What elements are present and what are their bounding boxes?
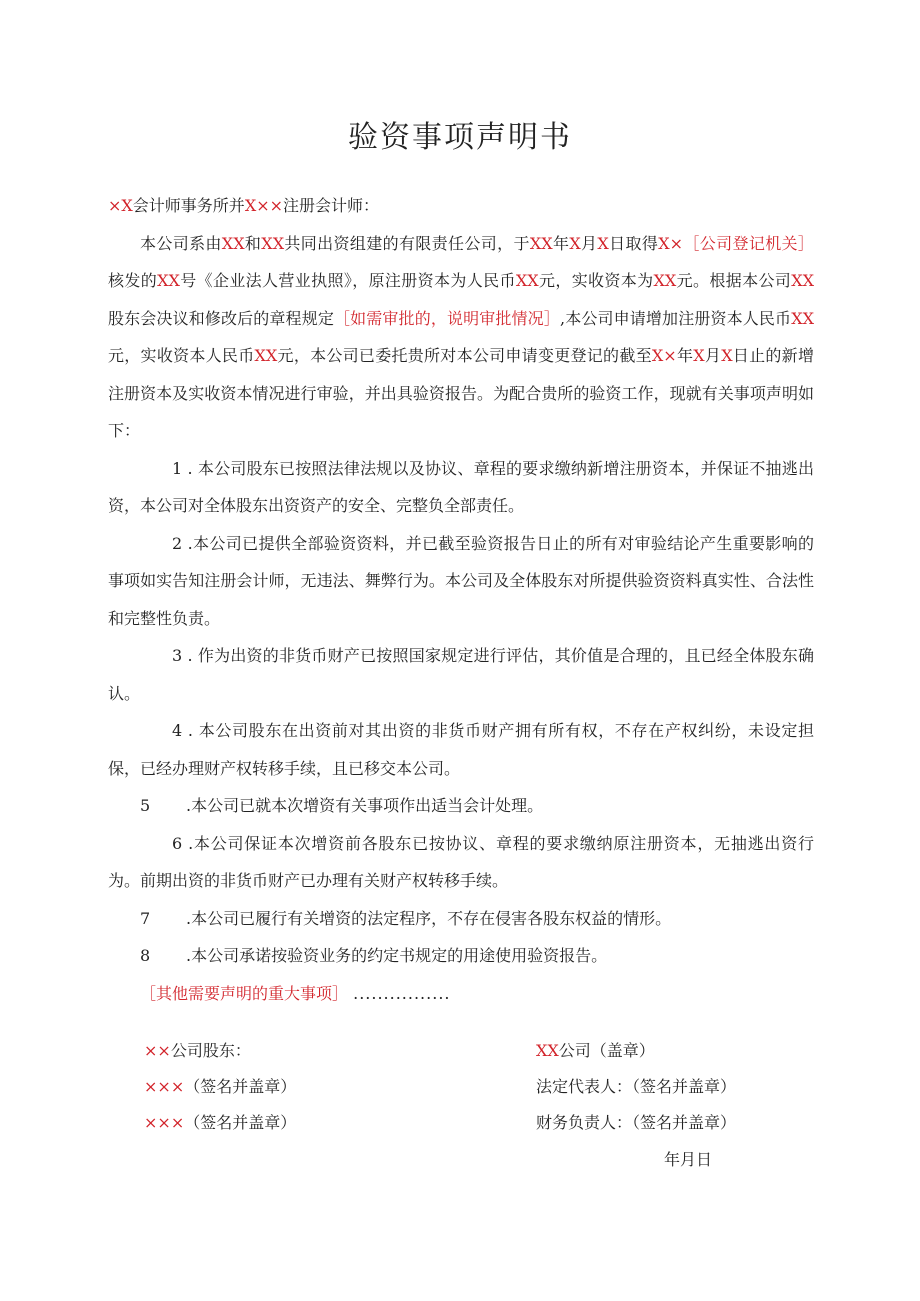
placeholder: ×××: [144, 1113, 185, 1132]
intro-paragraph: 本公司系由XX和XX共同出资组建的有限责任公司，于XX年X月X日取得X×［公司登记机关］核发的XX号《企业法人营业执照》，原注册资本为人民币XX元，实收资本为XX元。根据本公司XX股东会决议和修改后的章程规定［如需审批的，说明审批情况］,本公司申请增加注册资本人民币XX元，实收资本人民币XX元，本公司已委托贵所对本公司申请变更登记的截至X×年X月X日止的新增注册资本及实收资本情况进行审验，并出具验资报告。为配合贵所的验资工作，现就有关事项声明如下：: [108, 233, 814, 440]
document-body: [108, 187, 814, 1012]
placeholder: ［其他需要声明的重大事项］: [140, 983, 349, 1003]
item-3: 3 . 作为出资的非货币财产已按照国家规定进行评估，其价值是合理的，且已经全体股东确认。: [108, 637, 814, 712]
item-1: 1 . 本公司股东已按照法律法规以及协议、章程的要求缴纳新增注册资本，并保证不抽逃出资，本公司对全体股东出资资产的安全、完整负全部责任。: [108, 450, 814, 525]
placeholder: X×［公司登记机关］: [658, 233, 814, 253]
item-5: 5 .本公司已就本次增资有关事项作出适当会计处理。: [108, 787, 814, 825]
item-number: 8: [140, 946, 151, 965]
legal-representative: 法定代表人：（签名并盖章）: [536, 1077, 737, 1096]
placeholder: XX: [791, 271, 814, 290]
placeholder: XX: [536, 1041, 559, 1060]
placeholder: X××: [244, 196, 284, 215]
item-number: 4: [172, 721, 183, 740]
placeholder: XX: [653, 271, 677, 290]
other-matters: [108, 975, 814, 1013]
dotted-leader: ................: [353, 983, 451, 1003]
document-title: 验资事项声明书: [348, 120, 572, 155]
item-2: 2 .本公司已提供全部验资资料，并已截至验资报告日止的所有对审验结论产生重要影响的事项如实告知注册会计师，无违法、舞弊行为。本公司及全体股东对所提供验资资料真实性、合法性和完整性负责。: [108, 525, 814, 638]
placeholder: XX: [515, 271, 539, 290]
placeholder: XX: [254, 346, 278, 365]
placeholder: X×: [651, 346, 677, 365]
placeholder: XX: [157, 271, 180, 290]
finance-head: 财务负责人：（签名并盖章）: [536, 1113, 737, 1132]
item-number: 5: [140, 796, 151, 815]
placeholder: X: [693, 346, 705, 365]
shareholders-label: ××公司股东：: [144, 1041, 251, 1060]
placeholder: XX: [529, 233, 553, 253]
item-6: 6 .本公司保证本次增资前各股东已按协议、章程的要求缴纳原注册资本，无抽逃出资行为。前期出资的非货币财产已办理有关财产权转移手续。: [108, 825, 814, 900]
placeholder: X: [721, 346, 733, 365]
item-number: 6: [172, 833, 183, 853]
company-seal: XX公司（盖章）: [536, 1041, 655, 1060]
item-number: 3: [172, 646, 183, 665]
item-number: 1: [172, 458, 183, 478]
placeholder: X: [597, 233, 609, 253]
placeholder: ×××: [144, 1077, 185, 1096]
shareholder-signature-1: ×××（签名并盖章）: [144, 1077, 297, 1096]
item-7: 7 .本公司已履行有关增资的法定程序，不存在侵害各股东权益的情形。: [108, 900, 814, 938]
date-line: 年月日: [664, 1150, 713, 1169]
item-8: 8 .本公司承诺按验资业务的约定书规定的用途使用验资报告。: [108, 937, 814, 975]
item-number: 2: [172, 533, 183, 553]
item-number: 7: [140, 908, 151, 928]
shareholder-signature-2: ×××（签名并盖章）: [144, 1113, 297, 1132]
placeholder: XX: [791, 308, 814, 328]
placeholder: X: [569, 233, 581, 253]
salutation: ×X会计师事务所并X××注册会计师：: [108, 196, 380, 215]
placeholder: ［如需审批的，说明审批情况］: [333, 308, 560, 328]
item-4: 4 . 本公司股东在出资前对其出资的非货币财产拥有所有权，不存在产权纠纷，未设定担保，已经办理财产权转移手续，且已移交本公司。: [108, 712, 814, 787]
placeholder: XX: [261, 233, 285, 253]
placeholder: ×X: [108, 196, 133, 215]
placeholder: ××: [144, 1041, 171, 1060]
placeholder: XX: [221, 233, 245, 253]
